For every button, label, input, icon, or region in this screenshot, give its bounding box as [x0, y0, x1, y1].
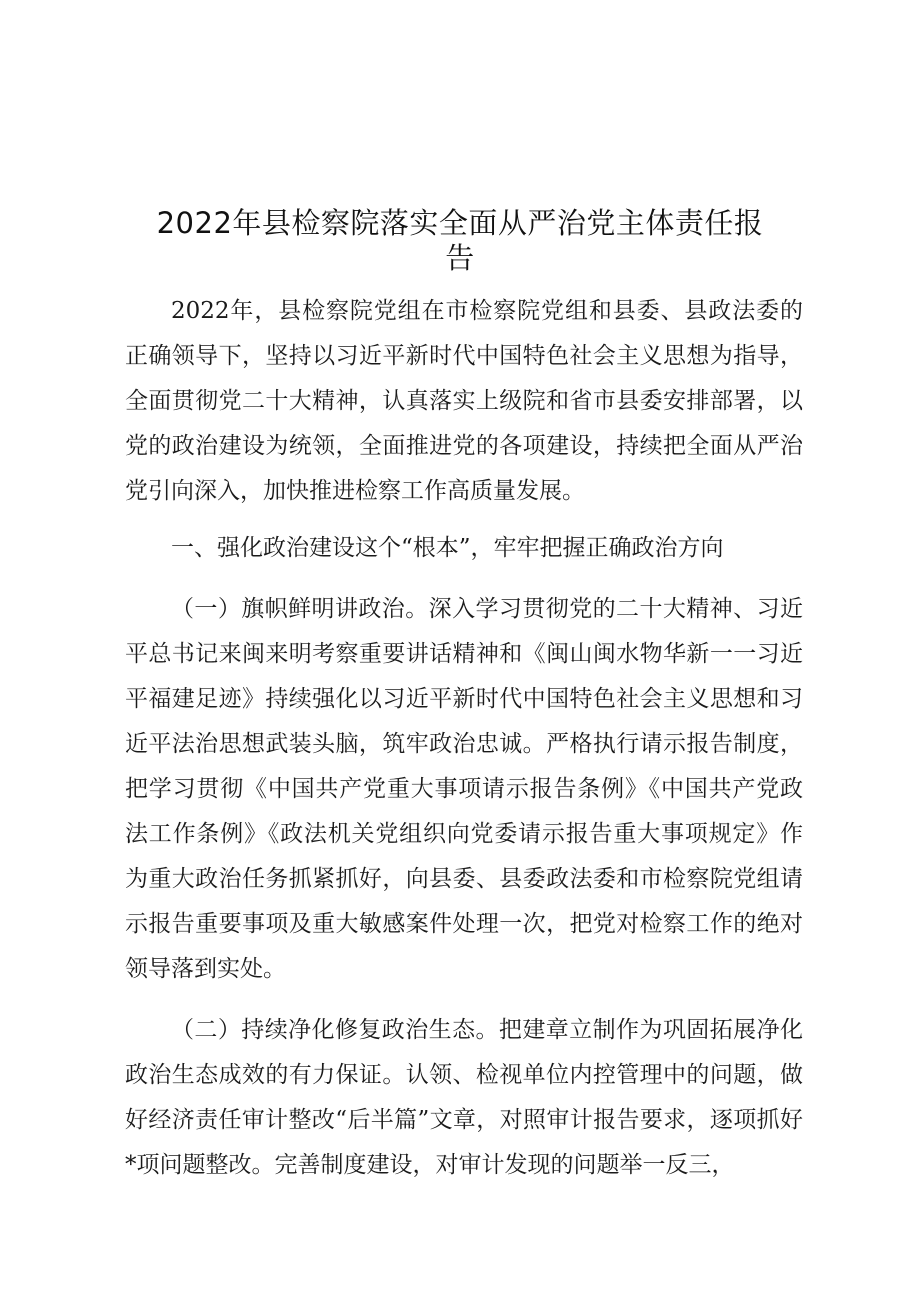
document-body [125, 289, 803, 1188]
title-line-2: 告 [445, 241, 475, 275]
subsection-paragraph-2: （二）持续净化修复政治生态。把建章立制作为巩固拓展净化政治生态成效的有力保证。认领、检视单位内控管理中的问题，做好经济责任审计整改“后半篇”文章，对照审计报告要求，逐项抓好*项问题整改。完善制度建设，对审计发现的问题举一反三， [125, 1017, 803, 1178]
title-line-1: 2022年县检察院落实全面从严治党主体责任报 [156, 206, 764, 240]
subsection-paragraph-1: （一）旗帜鲜明讲政治。深入学习贯彻党的二十大精神、习近平总书记来闽来明考察重要讲话精神和《闽山闽水物华新一一习近平福建足迹》持续强化以习近平新时代中国特色社会主义思想和习近平法治思想武装头脑，筑牢政治忠诚。严格执行请示报告制度，把学习贯彻《中国共产党重大事项请示报告条例》《中国共产党政法工作条例》《政法机关党组织向党委请示报告重大事项规定》作为重大政治任务抓紧抓好，向县委、县委政法委和市检察院党组请示报告重要事项及重大敏感案件处理一次，把党对检察工作的绝对领导落到实处。 [125, 596, 803, 982]
section-heading-1: 一、强化政治建设这个“根本”，牢牢把握正确政治方向 [171, 535, 724, 561]
document-title [120, 206, 800, 276]
intro-paragraph: 2022年，县检察院党组在市检察院党组和县委、县政法委的正确领导下，坚持以习近平新时代中国特色社会主义思想为指导，全面贯彻党二十大精神，认真落实上级院和省市县委安排部署，以党的政治建设为统领，全面推进党的各项建设，持续把全面从严治党引向深入，加快推进检察工作高质量发展。 [125, 298, 803, 504]
